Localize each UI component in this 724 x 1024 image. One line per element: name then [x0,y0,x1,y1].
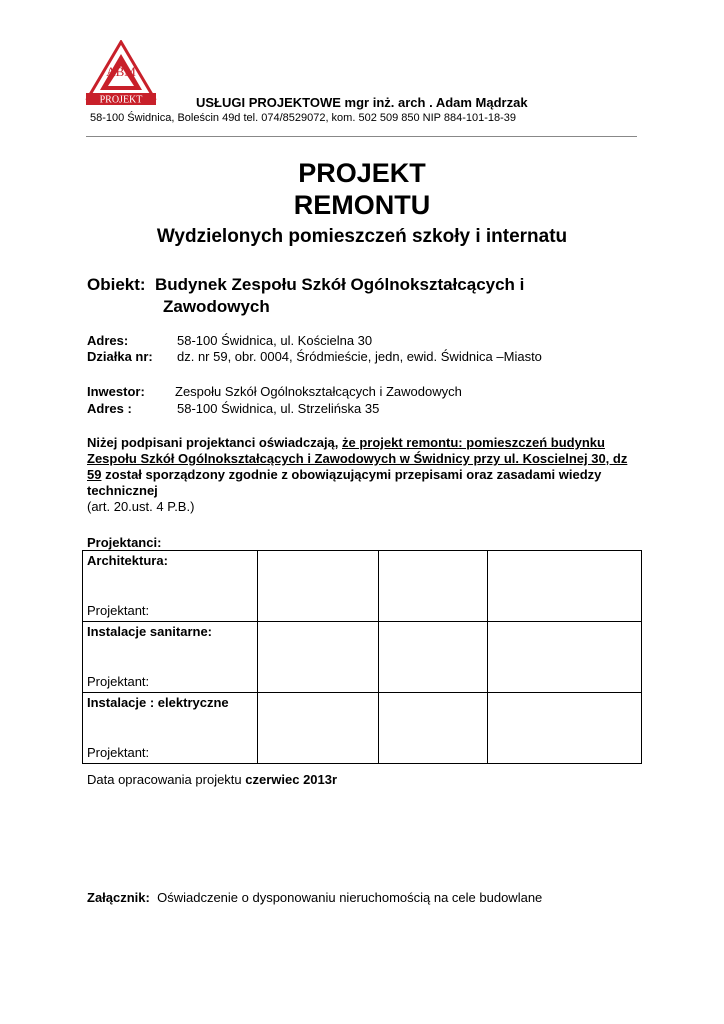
company-contact: 58-100 Świdnica, Boleścin 49d tel. 074/8529072, kom. 502 509 850 NIP 884-101-18-39 [90,112,517,124]
investor-label: Inwestor: [87,384,145,399]
table-row [83,622,642,693]
plot-value: dz. nr 59, obr. 0004, Śródmieście, jedn, ewid. Świdnica –Miasto [177,349,542,364]
signature-cell [258,551,379,622]
date-label: Data opracowania projektu [87,772,246,787]
title-line-2: REMONTU [293,190,431,220]
investor-value: Zespołu Szkół Ogólnokształcących i Zawodowych [175,384,462,399]
document-subtitle: Wydzielonych pomieszczeń szkoły i internatu [156,226,568,247]
logo-text-top: ABM [106,64,136,79]
attachment-label: Załącznik: [87,890,150,905]
statement-reference: (art. 20.ust. 4 P.B.) [87,499,195,514]
designer-label: Projektant: [87,603,150,618]
title-line-1: PROJEKT [298,158,426,188]
designer-cell [83,551,258,622]
table-row [83,551,642,622]
signature-cell [488,551,642,622]
logo-text-bottom: PROJEKT [99,94,143,106]
address-label: Adres: [87,333,129,348]
discipline-label: Architektura: [87,553,168,568]
document-title [0,157,724,221]
signature-cell [488,693,642,764]
abm-logo [84,40,158,106]
header-divider [86,136,637,137]
investor-address-label: Adres : [87,401,132,416]
investor-address-value: 58-100 Świdnica, ul. Strzelińska 35 [177,401,380,416]
table-row [83,693,642,764]
signature-cell [488,622,642,693]
designer-label: Projektant: [87,745,150,760]
signature-cell [258,622,379,693]
designer-label: Projektant: [87,674,150,689]
attachment-value: Oświadczenie o dysponowaniu nieruchomością na cele budowlane [157,890,543,905]
company-name: USŁUGI PROJEKTOWE mgr inż. arch . Adam Mądrzak [196,95,528,110]
designer-cell [83,622,258,693]
date-value: czerwiec 2013r [245,772,338,787]
designers-table [82,550,642,764]
designers-label: Projektanci: [87,535,162,550]
statement-part-3: został sporządzony zgodnie z obowiązującymi przepisami oraz zasadami wiedzy technicznej [87,467,602,498]
statement-part-2: że projekt remontu: pomieszczeń budynku Zespołu Szkół Ogólnokształcących i Zawodowych w Świdnicy przy ul. Koscielnej 30, dz 59 [87,435,628,482]
plot-label: Działka nr: [87,349,153,364]
signature-cell [258,693,379,764]
discipline-label: Instalacje sanitarne: [87,624,212,639]
object-label: Obiekt: [87,275,146,294]
signature-cell [379,693,488,764]
designers-statement [87,435,632,515]
signature-cell [379,622,488,693]
address-value: 58-100 Świdnica, ul. Kościelna 30 [177,333,373,348]
attachment-line [87,890,542,905]
date-line [87,772,337,787]
statement-part-1: Niżej podpisani projektanci oświadczają, [87,435,343,450]
signature-cell [379,551,488,622]
designer-cell [83,693,258,764]
object-block [87,274,524,318]
object-line-2: Zawodowych [163,297,270,316]
object-line-1: Budynek Zespołu Szkół Ogólnokształcących i [155,275,525,294]
discipline-label: Instalacje : elektryczne [87,695,229,710]
